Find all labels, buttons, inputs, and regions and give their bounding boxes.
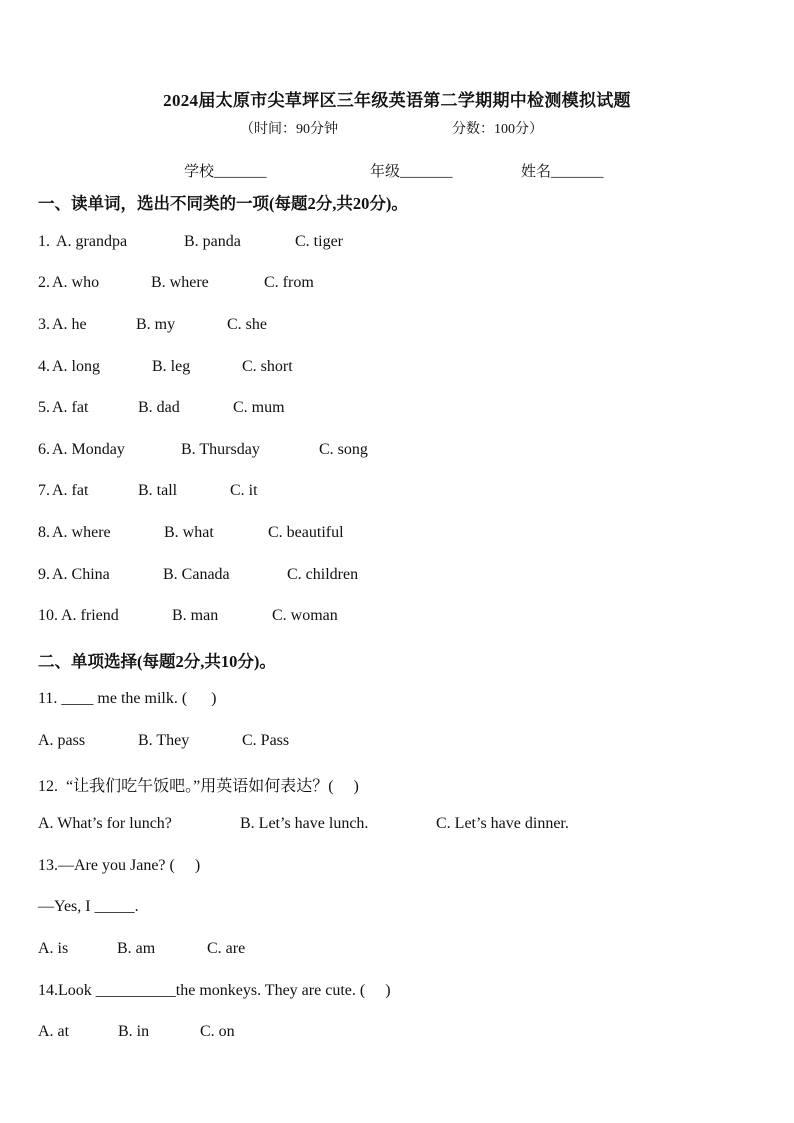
- option-b: B. dad: [138, 399, 180, 416]
- option-a: A. What’s for lunch?: [38, 815, 172, 832]
- option-a: A. where: [52, 524, 111, 541]
- question-stem: 14.Look __________the monkeys. They are cute. ( ): [38, 982, 391, 999]
- option-b: B. Let’s have lunch.: [240, 815, 369, 832]
- option-a: A. fat: [52, 399, 89, 416]
- option-b: B. what: [164, 524, 214, 541]
- question-line: —Yes, I _____.: [38, 898, 139, 915]
- time-info: （时间：90分钟: [240, 122, 338, 137]
- option-c: C. children: [287, 566, 359, 583]
- question-stem: 13.—Are you Jane? ( ): [38, 857, 201, 874]
- page-title: 2024届太原市尖草坪区三年级英语第二学期期中检测模拟试题: [163, 91, 631, 110]
- option-c: C. she: [227, 316, 267, 333]
- score-info: 分数：100分）: [452, 122, 543, 137]
- option-b: B. panda: [184, 233, 241, 250]
- question-number: 4.: [38, 358, 50, 375]
- option-c: C. tiger: [295, 233, 343, 250]
- option-a: A. fat: [52, 482, 89, 499]
- option-b: B. Thursday: [181, 441, 260, 458]
- question-number: 1.: [38, 233, 50, 250]
- question-number: 3.: [38, 316, 50, 333]
- option-a: A. long: [52, 358, 100, 375]
- school-field: 学校_______: [184, 164, 267, 180]
- option-a: A. China: [52, 566, 110, 583]
- question-stem: 12. “让我们吃午饭吧。”用英语如何表达？( ): [38, 778, 359, 795]
- name-field: 姓名_______: [521, 164, 604, 180]
- option-c: C. short: [242, 358, 293, 375]
- option-c: C. it: [230, 482, 258, 499]
- option-b: B. leg: [152, 358, 191, 375]
- question-number: 2.: [38, 274, 50, 291]
- option-b: B. where: [151, 274, 209, 291]
- option-c: C. mum: [233, 399, 285, 416]
- option-c: C. beautiful: [268, 524, 344, 541]
- section2-heading: 二、单项选择(每题2分,共10分)。: [38, 652, 276, 671]
- option-b: B. tall: [138, 482, 178, 499]
- option-b: B. Canada: [163, 566, 230, 583]
- option-c: C. from: [264, 274, 314, 291]
- option-a: A. friend: [61, 607, 119, 624]
- option-a: A. pass: [38, 732, 86, 749]
- option-b: B. man: [172, 607, 219, 624]
- question-number: 6.: [38, 441, 50, 458]
- option-a: A. grandpa: [56, 233, 128, 250]
- option-b: B. my: [136, 316, 176, 333]
- option-a: A. Monday: [52, 441, 125, 458]
- question-number: 7.: [38, 482, 50, 499]
- question-number: 9.: [38, 566, 50, 583]
- option-a: A. he: [52, 316, 87, 333]
- grade-field: 年级_______: [370, 164, 453, 180]
- section1-heading: 一、读单词，选出不同类的一项(每题2分,共20分)。: [38, 194, 408, 213]
- option-c: C. song: [319, 441, 368, 458]
- option-a: A. at: [38, 1023, 70, 1040]
- option-b: B. am: [117, 940, 156, 957]
- option-b: B. in: [118, 1023, 150, 1040]
- question-stem: 11. ____ me the milk. ( ): [38, 690, 217, 707]
- question-options: [38, 1023, 235, 1095]
- option-c: C. woman: [272, 607, 338, 624]
- option-c: C. Let’s have dinner.: [436, 815, 569, 832]
- option-a: A. who: [52, 274, 100, 291]
- option-a: A. is: [38, 940, 69, 957]
- question-number: 10.: [38, 607, 58, 624]
- option-b: B. They: [138, 732, 190, 749]
- question-number: 5.: [38, 399, 50, 416]
- option-c: C. on: [200, 1023, 235, 1040]
- question-number: 8.: [38, 524, 50, 541]
- option-c: C. Pass: [242, 732, 290, 749]
- option-c: C. are: [207, 940, 246, 957]
